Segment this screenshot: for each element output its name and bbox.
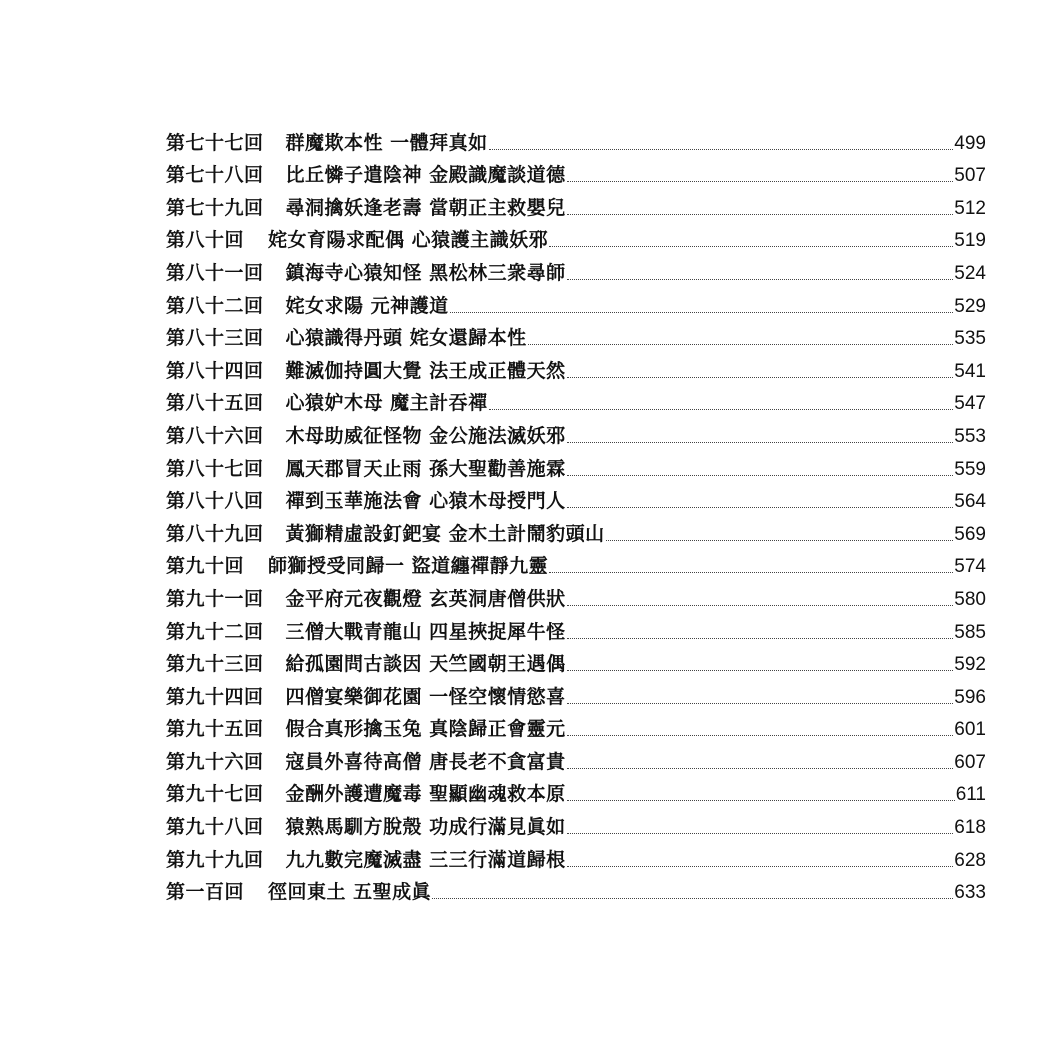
toc-entry[interactable]	[166, 448, 986, 481]
chapter-title: 鳳天郡冒天止雨 孫大聖勸善施霖	[285, 457, 566, 480]
chapter-heading	[166, 291, 449, 318]
page-number: 524	[954, 262, 986, 284]
page-number: 499	[954, 132, 986, 154]
toc-entry[interactable]	[166, 546, 986, 579]
page-number: 611	[955, 784, 986, 806]
toc-entry[interactable]	[166, 872, 986, 905]
chapter-title: 黃獅精虛設釘鈀宴 金木土計鬧豹頭山	[285, 522, 605, 545]
chapter-title: 徑回東土 五聖成眞	[268, 881, 432, 904]
chapter-number: 第八十五回	[166, 392, 264, 415]
chapter-title: 金酬外護遭魔毒 聖顯幽魂救本原	[285, 783, 566, 806]
chapter-heading	[166, 258, 566, 285]
chapter-number: 第九十五回	[166, 718, 264, 741]
chapter-title: 寇員外喜待高僧 唐長老不貪富貴	[285, 750, 566, 773]
chapter-heading	[166, 193, 566, 220]
chapter-title: 猿熟馬馴方脫殼 功成行滿見眞如	[285, 816, 566, 839]
chapter-number: 第九十八回	[166, 816, 264, 839]
toc-entry[interactable]	[166, 252, 986, 285]
dot-leader	[567, 442, 954, 443]
chapter-title: 群魔欺本性 一體拜真如	[285, 131, 488, 154]
toc-entry[interactable]	[166, 513, 986, 546]
chapter-number: 第八十二回	[166, 294, 264, 317]
page-number: 585	[954, 621, 986, 643]
toc-entry[interactable]	[166, 676, 986, 709]
chapter-title: 姹女求陽 元神護道	[285, 294, 449, 317]
toc-entry[interactable]	[166, 122, 986, 155]
chapter-title: 禪到玉華施法會 心猿木母授門人	[285, 490, 566, 513]
dot-leader	[567, 507, 954, 508]
page-number: 559	[954, 458, 986, 480]
dot-leader	[567, 475, 954, 476]
page-number: 535	[954, 328, 986, 350]
dot-leader	[567, 833, 954, 834]
page-number: 607	[954, 751, 986, 773]
toc-entry[interactable]	[166, 741, 986, 774]
page-number: 507	[954, 165, 986, 187]
chapter-heading	[166, 812, 566, 839]
page-number: 564	[954, 491, 986, 513]
chapter-number: 第八十七回	[166, 457, 264, 480]
chapter-heading	[166, 225, 548, 252]
page-number: 574	[954, 556, 986, 578]
page-number: 519	[954, 230, 986, 252]
chapter-heading	[166, 356, 566, 383]
chapter-number: 第七十九回	[166, 196, 264, 219]
dot-leader	[567, 377, 954, 378]
page-number: 569	[954, 523, 986, 545]
dot-leader	[567, 768, 954, 769]
chapter-title: 九九數完魔滅盡 三三行滿道歸根	[285, 848, 566, 871]
dot-leader	[567, 279, 954, 280]
chapter-number: 第九十四回	[166, 685, 264, 708]
chapter-title: 心猿識得丹頭 姹女還歸本性	[285, 327, 527, 350]
dot-leader	[450, 312, 954, 313]
toc-entry[interactable]	[166, 383, 986, 416]
chapter-number: 第七十八回	[166, 164, 264, 187]
chapter-number: 第九十六回	[166, 750, 264, 773]
page-number: 592	[954, 654, 986, 676]
chapter-heading	[166, 454, 566, 481]
toc-entry[interactable]	[166, 709, 986, 742]
dot-leader	[567, 703, 954, 704]
dot-leader	[567, 735, 954, 736]
toc-entry[interactable]	[166, 481, 986, 514]
dot-leader	[567, 800, 955, 801]
toc-entry[interactable]	[166, 285, 986, 318]
toc-entry[interactable]	[166, 350, 986, 383]
chapter-number: 第八十九回	[166, 522, 264, 545]
chapter-heading	[166, 388, 488, 415]
chapter-title: 心猿妒木母 魔主計吞禪	[285, 392, 488, 415]
toc-entry[interactable]	[166, 611, 986, 644]
page-number: 628	[954, 849, 986, 871]
dot-leader	[549, 246, 953, 247]
chapter-heading	[166, 747, 566, 774]
dot-leader	[567, 638, 954, 639]
chapter-heading	[166, 682, 566, 709]
toc-entry[interactable]	[166, 839, 986, 872]
chapter-heading	[166, 128, 488, 155]
chapter-title: 難滅伽持圓大覺 法王成正體天然	[285, 359, 566, 382]
chapter-number: 第九十二回	[166, 620, 264, 643]
dot-leader	[432, 898, 953, 899]
chapter-heading	[166, 486, 566, 513]
dot-leader	[567, 181, 954, 182]
chapter-number: 第八十六回	[166, 424, 264, 447]
chapter-number: 第九十九回	[166, 848, 264, 871]
toc-entry[interactable]	[166, 415, 986, 448]
dot-leader	[567, 605, 954, 606]
page-number: 553	[954, 425, 986, 447]
chapter-number: 第九十七回	[166, 783, 264, 806]
chapter-number: 第八十一回	[166, 261, 264, 284]
chapter-title: 姹女育陽求配偶 心猿護主識妖邪	[268, 229, 549, 252]
chapter-number: 第八十八回	[166, 490, 264, 513]
chapter-heading	[166, 584, 566, 611]
dot-leader	[489, 409, 954, 410]
chapter-title: 給孤園問古談因 天竺國朝王遇偶	[285, 653, 566, 676]
chapter-number: 第八十四回	[166, 359, 264, 382]
chapter-heading	[166, 323, 527, 350]
dot-leader	[528, 344, 954, 345]
chapter-number: 第九十三回	[166, 653, 264, 676]
chapter-title: 假合真形擒玉兔 真陰歸正會靈元	[285, 718, 566, 741]
chapter-title: 三僧大戰青龍山 四星挾捉犀牛怪	[285, 620, 566, 643]
page-number: 596	[954, 686, 986, 708]
page-number: 633	[954, 882, 986, 904]
toc-entry[interactable]	[166, 318, 986, 351]
dot-leader	[567, 670, 954, 671]
page-number: 618	[954, 817, 986, 839]
page-number: 541	[954, 360, 986, 382]
chapter-title: 金平府元夜觀燈 玄英洞唐僧供狀	[285, 587, 566, 610]
chapter-title: 四僧宴樂御花園 一怪空懷情慾喜	[285, 685, 566, 708]
dot-leader	[489, 149, 954, 150]
page-number: 580	[954, 588, 986, 610]
chapter-title: 尋洞擒妖逢老壽 當朝正主救嬰兒	[285, 196, 566, 219]
chapter-heading	[166, 519, 605, 546]
chapter-heading	[166, 714, 566, 741]
chapter-heading	[166, 421, 566, 448]
chapter-heading	[166, 617, 566, 644]
toc-entry[interactable]	[166, 187, 986, 220]
chapter-heading	[166, 551, 548, 578]
page-number: 512	[954, 197, 986, 219]
table-of-contents	[166, 122, 986, 904]
chapter-title: 鎮海寺心猿知怪 黑松林三衆尋師	[285, 261, 566, 284]
page-number: 529	[954, 295, 986, 317]
toc-entry[interactable]	[166, 806, 986, 839]
toc-entry[interactable]	[166, 644, 986, 677]
toc-entry[interactable]	[166, 774, 986, 807]
chapter-number: 第八十三回	[166, 327, 264, 350]
dot-leader	[567, 214, 954, 215]
chapter-title: 木母助威征怪物 金公施法滅妖邪	[285, 424, 566, 447]
chapter-heading	[166, 160, 566, 187]
chapter-heading	[166, 845, 566, 872]
chapter-number: 第九十一回	[166, 587, 264, 610]
chapter-heading	[166, 779, 566, 806]
page-number: 547	[954, 393, 986, 415]
page-number: 601	[954, 719, 986, 741]
chapter-title: 比丘憐子遣陰神 金殿識魔談道德	[285, 164, 566, 187]
chapter-number: 第七十七回	[166, 131, 264, 154]
chapter-title: 師獅授受同歸一 盜道纏禪靜九靈	[268, 555, 549, 578]
toc-entry[interactable]	[166, 578, 986, 611]
dot-leader	[549, 572, 953, 573]
chapter-heading	[166, 877, 431, 904]
chapter-heading	[166, 649, 566, 676]
chapter-number: 第八十回	[166, 229, 245, 252]
chapter-number: 第九十回	[166, 555, 245, 578]
dot-leader	[606, 540, 954, 541]
toc-entry[interactable]	[166, 155, 986, 188]
chapter-number: 第一百回	[166, 881, 245, 904]
dot-leader	[567, 866, 954, 867]
toc-entry[interactable]	[166, 220, 986, 253]
